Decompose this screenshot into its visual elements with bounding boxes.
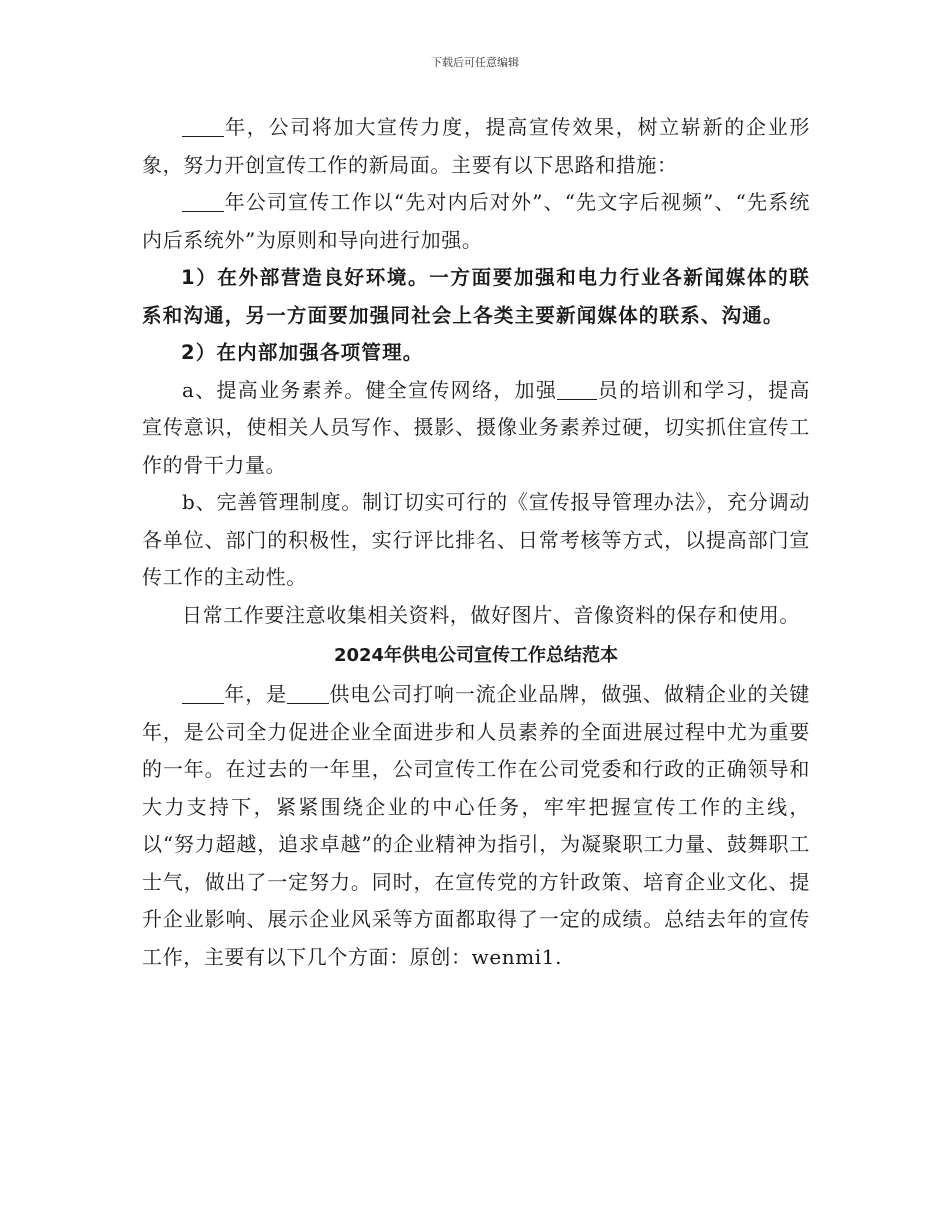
paragraph-intro (142, 109, 810, 184)
blank-underline (182, 116, 224, 137)
paragraph-text: 员的培训和学习，提高宣传意识，使相关人员写作、摄影、摄像业务素养过硬，切实抓住宣传工作的骨干力量。 (142, 377, 810, 477)
paragraph-item-a (142, 372, 810, 485)
paragraph-item-b: b、完善管理制度。制订切实可行的《宣传报导管理办法》，充分调动各单位、部门的积极性，实行评比排名、日常考核等方式，以提高部门宣传工作的主动性。 (142, 490, 810, 589)
document-body (142, 109, 810, 976)
blank-underline (182, 191, 224, 212)
document-title: 2024年供电公司宣传工作总结范本 (333, 645, 619, 666)
paragraph-text: 供电公司打响一流企业品牌，做强、做精企业的关键年，是公司全力促进企业全面进步和人员素养的全面进展过程中尤为重要的一年。在过去的一年里，公司宣传工作在公司党委和行政的正确领导和大力支持下，紧紧围绕企业的中心任务，牢牢把握宣传工作的主线，以“努力超越，追求卓越”的企业精神为指引，为凝聚职工力量、鼓舞职工士气，做出了一定努力。同时，在宣传党的方针政策、培育企业文化、提升企业影响、展示企业风采等方面都取得了一定的成绩。总结去年的宣传工作，主要有以下几个方面：原创：wenmi1. (142, 682, 810, 969)
paragraph-principle (142, 184, 810, 259)
blank-underline (182, 683, 224, 704)
blank-underline (557, 379, 597, 400)
paragraph-text: 年，公司将加大宣传力度，提高宣传效果，树立崭新的企业形象，努力开创宣传工作的新局面。主要有以下思路和措施： (142, 115, 810, 177)
paragraph-external: 1）在外部营造良好环境。一方面要加强和电力行业各新闻媒体的联系和沟通，另一方面要加强同社会上各类主要新闻媒体的联系、沟通。 (142, 266, 810, 327)
paragraph-text: 年公司宣传工作以“先对内后对外”、“先文字后视频”、“先系统内后系统外”为原则和导向进行加强。 (142, 190, 810, 252)
page-header: 下载后可任意编辑 (431, 56, 519, 69)
paragraph-text: a、提高业务素养。健全宣传网络，加强 (182, 377, 558, 402)
blank-underline (287, 683, 329, 704)
paragraph-internal: 2）在内部加强各项管理。 (181, 341, 424, 364)
paragraph-text: 年，是 (224, 682, 288, 706)
paragraph-daily: 日常工作要注意收集相关资料，做好图片、音像资料的保存和使用。 (182, 602, 800, 627)
paragraph-summary (142, 676, 810, 976)
